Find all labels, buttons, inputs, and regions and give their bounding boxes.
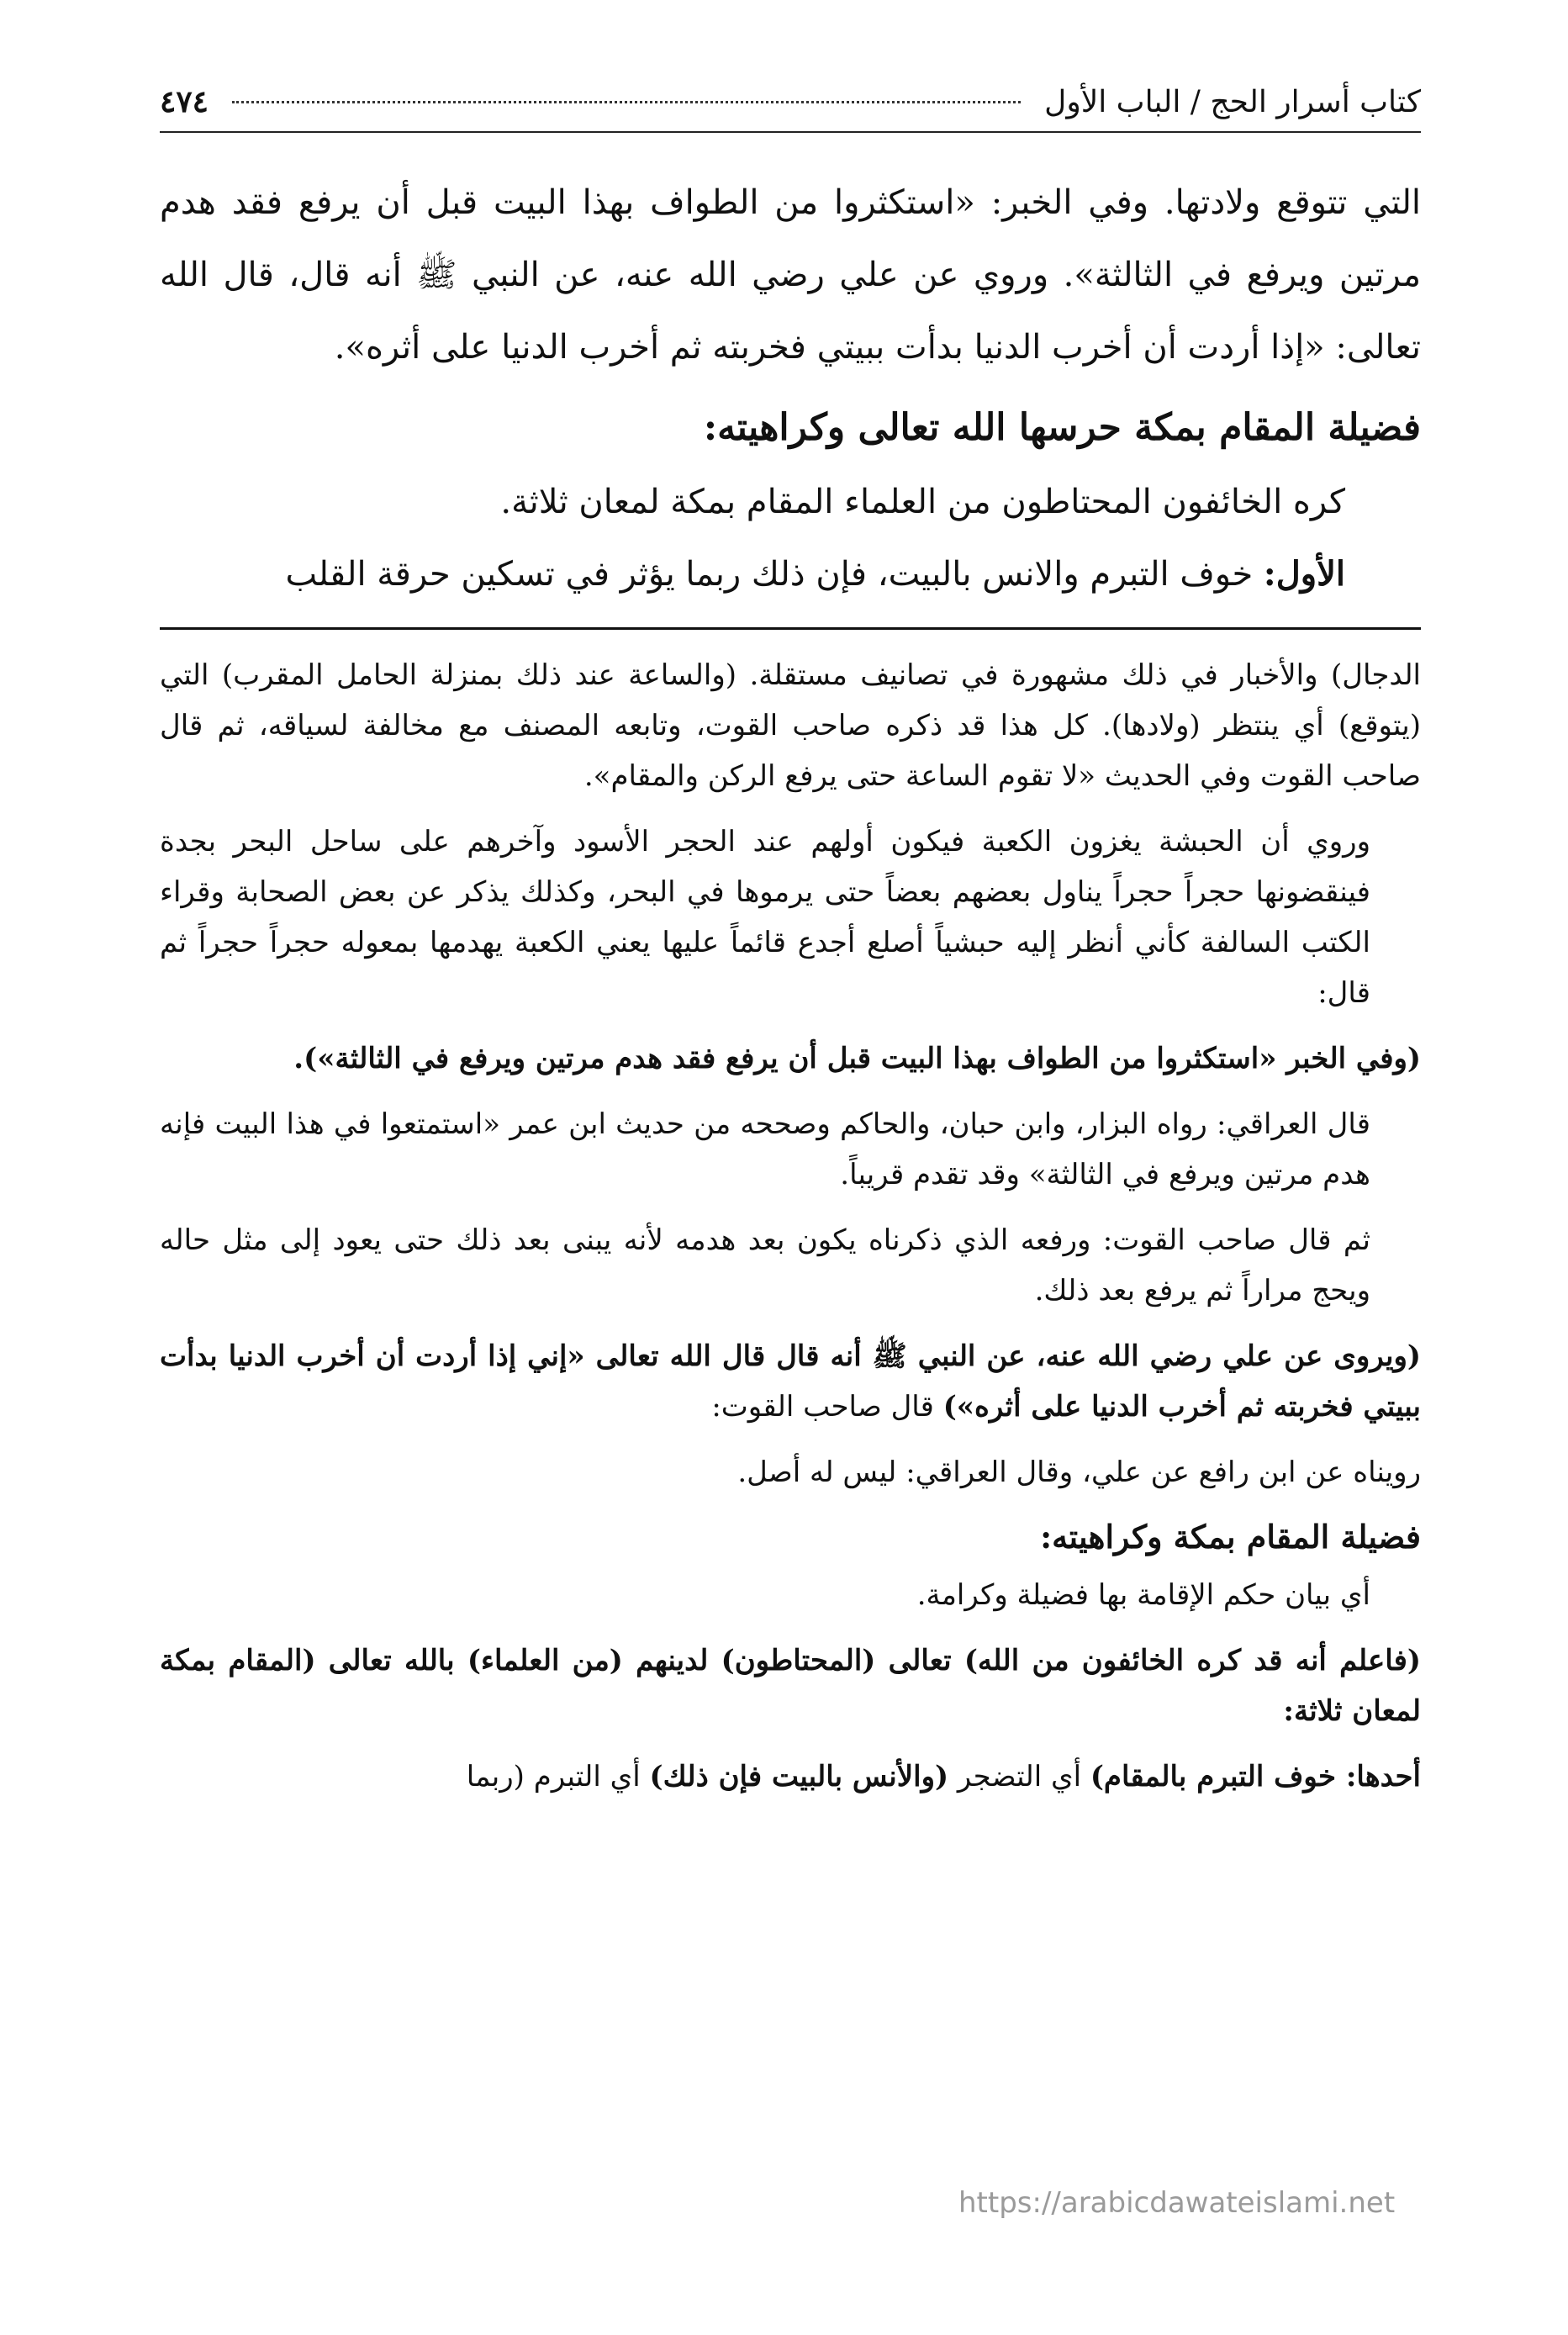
reason-one-end: أي التبرم (ربما — [466, 1760, 650, 1794]
commentary-text — [160, 650, 1421, 1802]
commentary-paragraph-1: الدجال) والأخبار في ذلك مشهورة في تصانيف مستقلة. (والساعة عند ذلك بمنزلة الحامل المقرب) التي (يتوقع) أي ينتظر (ولادها). كل هذا قد ذكره صاحب القوت، وتابعه المصنف مع مخالفة لسياقه، ثم قال صاحب القوت وفي الحديث «لا تقوم الساعة حتى يرفع الركن والمقام». — [160, 658, 1421, 793]
main-paragraph-2: كره الخائفون المحتاطون من العلماء المقام بمكة لمعان ثلاثة. — [500, 483, 1345, 521]
book-page — [160, 84, 1421, 2270]
commentary-paragraph-5: رويناه عن ابن رافع عن علي، وقال العراقي: ليس له أصل. — [737, 1455, 1421, 1489]
section-heading: فضيلة المقام بمكة حرسها الله تعالى وكراهيته: — [703, 406, 1421, 449]
commentary-quote-1: (وفي الخبر «استكثروا من الطواف بهذا البيت قبل أن يرفع فقد هدم مرتين ويرفع في الثالثة»). — [293, 1042, 1421, 1075]
page-header — [160, 84, 1421, 133]
first-reason-label: الأول: — [1263, 554, 1345, 594]
commentary-paragraph-6: أي بيان حكم الإقامة بها فضيلة وكرامة. — [916, 1578, 1370, 1612]
commentary-quote-3: (فاعلم أنه قد كره الخائفون من الله) تعالى (المحتاطون) لدينهم (من العلماء) بالله تعالى (المقام بمكة لمعان ثلاثة: — [160, 1644, 1421, 1728]
commentary-paragraph-4: ثم قال صاحب القوت: ورفعه الذي ذكرناه يكون بعد هدمه لأنه يبنى بعد ذلك حتى يعود إلى مثل حاله ويحج مراراً ثم يرفع بعد ذلك. — [160, 1223, 1370, 1307]
main-text — [160, 166, 1421, 610]
main-paragraph-3 — [160, 538, 1421, 610]
reason-one-label: أحدها: خوف التبرم بالمقام) — [1090, 1760, 1421, 1794]
commentary-paragraph-2: وروي أن الحبشة يغزون الكعبة فيكون أولهم عند الحجر الأسود وآخرهم على ساحل البحر بجدة فينقضونها حجراً حجراً يناول بعضهم بعضاً حتى يرموها في البحر، وكذلك يذكر عن بعض الصحابة وقراء الكتب السالفة كأني أنظر إليه حبشياً أصلع أجدع قائماً عليها يعني الكعبة يهدمها بمعوله حجراً حجراً ثم قال: — [160, 825, 1370, 1010]
commentary-paragraph-3: قال العراقي: رواه البزار، وابن حبان، والحاكم وصححه من حديث ابن عمر «استمتعوا في هذا البيت فإنه هدم مرتين ويرفع في الثالثة» وقد تقدم قريباً. — [160, 1107, 1370, 1191]
main-paragraph-1: التي تتوقع ولادتها. وفي الخبر: «استكثروا من الطواف بهذا البيت قبل أن يرفع فقد هدم مرتين ويرفع في الثالثة». وروي عن علي رضي الله عنه، عن النبي ﷺ أنه قال، قال الله تعالى: «إذا أردت أن أخرب الدنيا بدأت ببيتي فخربته ثم أخرب الدنيا على أثره». — [160, 183, 1421, 367]
commentary-paragraph-7 — [160, 1751, 1421, 1802]
hadith-quote: (ويروى عن علي رضي الله عنه، عن النبي ﷺ أنه قال قال الله تعالى «إني إذا أردت أن أخرب الدنيا بدأت ببيتي فخربته ثم أخرب الدنيا على أثره») — [160, 1339, 1421, 1424]
commentary-heading: فضيلة المقام بمكة وكراهيته: — [1040, 1518, 1421, 1556]
header-dot-leader — [232, 101, 1021, 103]
hadith-followup: قال صاحب القوت: — [711, 1390, 943, 1424]
reason-one-continuation: (والأنس بالبيت فإن ذلك) — [649, 1760, 949, 1794]
first-reason-text: خوف التبرم والانس بالبيت، فإن ذلك ربما يؤثر في تسكين حرقة القلب — [285, 555, 1254, 594]
source-watermark: https://arabicdawateislami.net — [958, 2186, 1396, 2220]
page-number: ٤٧٤ — [160, 84, 209, 119]
commentary-divider — [160, 627, 1421, 630]
running-title: كتاب أسرار الحج / الباب الأول — [1044, 85, 1421, 119]
commentary-quote-2 — [160, 1331, 1421, 1432]
reason-one-gloss: أي التضجر — [948, 1760, 1090, 1794]
